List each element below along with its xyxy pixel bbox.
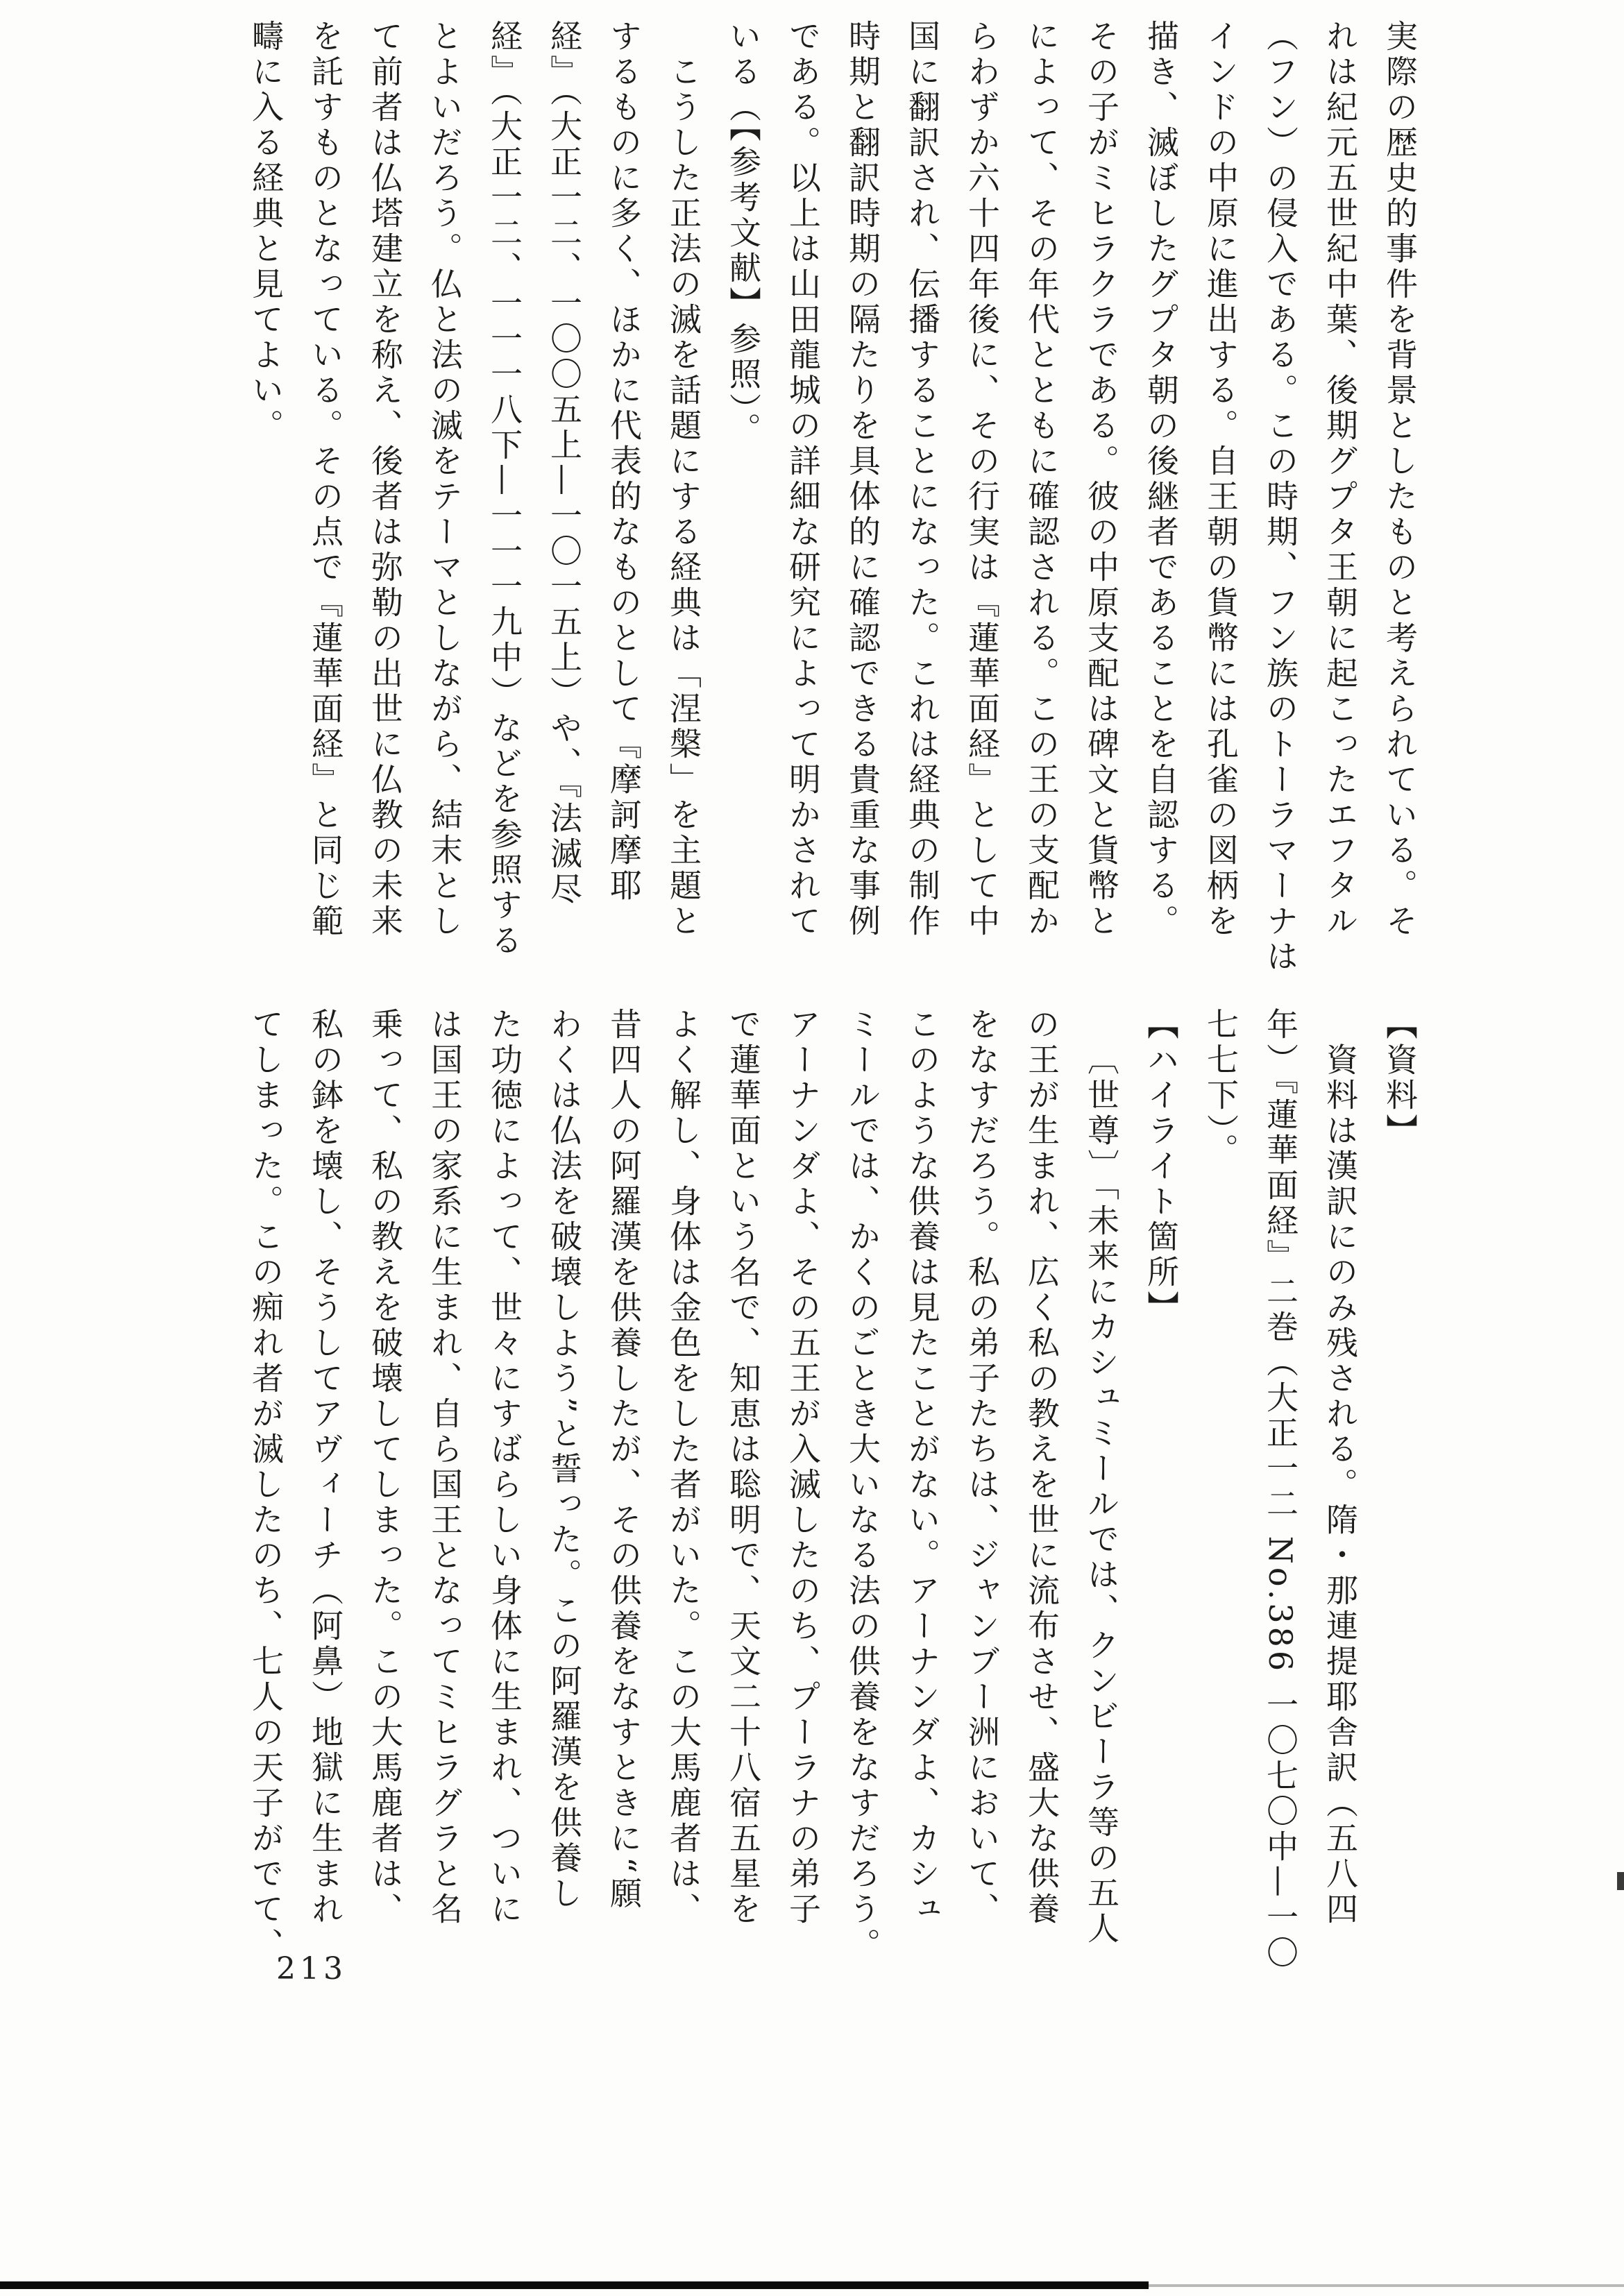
text-line: て前者は仏塔建立を称え、後者は弥勒の出世に仏教の未来 xyxy=(366,19,404,939)
text-line: アーナンダよ、その五王が入滅したのち、プーラナの弟子 xyxy=(784,1007,822,1928)
text-line: インドの中原に進出する。自王朝の貨幣には孔雀の図柄を xyxy=(1202,19,1240,939)
scan-artifact-bottom-bar xyxy=(0,2281,1149,2289)
text-line: らわずか六十四年後に、その行実は『蓮華面経』として中 xyxy=(963,19,1001,939)
text-line: 〔世尊〕「未来にカシュミールでは、クンビーラ等の五人 xyxy=(1083,1043,1120,1947)
text-line: わくは仏法を破壊しよう”と誓った。この阿羅漢を供養し xyxy=(545,1007,583,1912)
page-number: 213 xyxy=(276,1951,347,1987)
text-line: れは紀元五世紀中葉、後期グプタ王朝に起こったエフタル xyxy=(1321,19,1359,939)
text-line: た功徳によって、世々にすばらしい身体に生まれ、ついに xyxy=(486,1007,523,1928)
text-line: 資料は漢訳にのみ残される。隋・那連提耶舎訳（五八四 xyxy=(1321,1043,1359,1928)
text-line: よく解し、身体は金色をした者がいた。この大馬鹿者は、 xyxy=(665,1007,702,1928)
text-line: 私の鉢を壊し、そうしてアヴィーチ（阿鼻）地獄に生まれ xyxy=(307,1007,344,1928)
text-line: で蓮華面という名で、知恵は聡明で、天文二十八宿五星を xyxy=(725,1007,762,1928)
text-line: いる（【参考文献】参照）。 xyxy=(725,19,762,448)
text-line: 【ハイライト箇所】 xyxy=(1142,1007,1180,1326)
text-line: 時期と翻訳時期の隔たりを具体的に確認できる貴重な事例 xyxy=(844,19,881,939)
text-line: その子がミヒラクラである。彼の中原支配は碑文と貨幣と xyxy=(1083,19,1120,939)
text-line: を託すものとなっている。その点で『蓮華面経』と同じ範 xyxy=(307,19,344,939)
text-line: によって、その年代とともに確認される。この王の支配か xyxy=(1023,19,1060,939)
text-line: 乗って、私の教えを破壊してしまった。この大馬鹿者は、 xyxy=(366,1007,404,1928)
text-line: 描き、滅ぼしたグプタ朝の後継者であることを自認する。 xyxy=(1142,19,1180,939)
text-line: の王が生まれ、広く私の教えを世に流布させ、盛大な供養 xyxy=(1023,1007,1060,1928)
text-line: 昔四人の阿羅漢を供養したが、その供養をなすときに“願 xyxy=(605,1007,643,1912)
text-line: をなすだろう。私の弟子たちは、ジャンブー洲において、 xyxy=(963,1007,1001,1928)
text-line: こうした正法の滅を話題にする経典は「涅槃」を主題と xyxy=(665,55,702,939)
text-line: は国王の家系に生まれ、自ら国王となってミヒラグラと名 xyxy=(426,1007,464,1928)
text-line: 七七下）。 xyxy=(1202,1007,1240,1168)
text-line: 国に翻訳され、伝播することになった。これは経典の制作 xyxy=(904,19,941,939)
text-line: 経』（大正一二、一一一八下—一一一九中）などを参照する xyxy=(486,19,523,959)
text-line: 【資料】 xyxy=(1381,1007,1419,1149)
text-line: （フン）の侵入である。この時期、フン族のトーラマーナは xyxy=(1262,19,1299,975)
bottom-text-block xyxy=(236,1007,1430,1971)
text-line: てしまった。この痴れ者が滅したのち、七人の天子がでて、 xyxy=(247,1007,285,1963)
scan-artifact-bottom-bar-faint xyxy=(1149,2284,1624,2287)
text-line: 年）『蓮華面経』二巻（大正一二 No.386 一〇七〇中—一〇 xyxy=(1262,1007,1299,1971)
text-line: 実際の歴史的事件を背景としたものと考えられている。そ xyxy=(1381,19,1419,939)
text-line: するものに多く、ほかに代表的なものとして『摩訶摩耶 xyxy=(605,19,643,904)
text-line: このような供養は見たことがない。アーナンダよ、カシュ xyxy=(904,1007,941,1928)
text-line: ミールでは、かくのごとき大いなる法の供養をなすだろう。 xyxy=(844,1007,881,1963)
top-text-block xyxy=(236,19,1430,975)
text-line: である。以上は山田龍城の詳細な研究によって明かされて xyxy=(784,19,822,939)
text-line: 経』（大正一二、一〇〇五上—一〇一五上）や、『法滅尽 xyxy=(545,19,583,908)
scan-artifact-edge-mark xyxy=(1617,1872,1624,1890)
text-line: 疇に入る経典と見てよい。 xyxy=(247,19,285,444)
text-line: とよいだろう。仏と法の滅をテーマとしながら、結末とし xyxy=(426,19,464,939)
